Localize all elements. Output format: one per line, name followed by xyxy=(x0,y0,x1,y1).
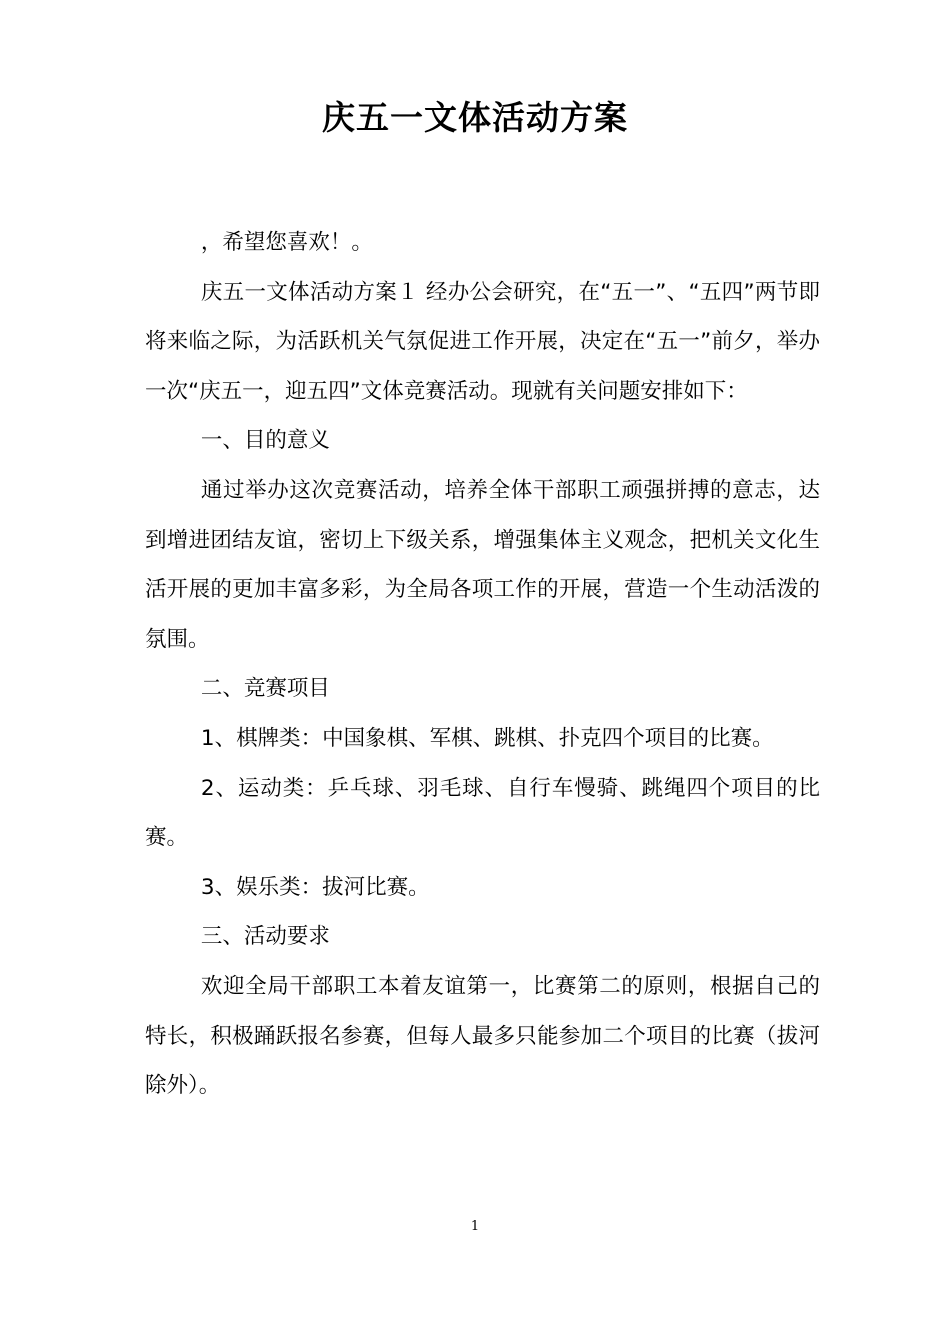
section-heading-events: 二、竞赛项目 xyxy=(200,676,330,702)
list-item-entertainment: 3、娱乐类：拔河比赛。 xyxy=(200,874,430,900)
paragraph-greeting: ，希望您喜欢！。 xyxy=(200,230,373,255)
paragraph-purpose: 通过举办这次竞赛活动，培养全体干部职工顽强拼搏的意志，达到增进团结友谊，密切上下级关系，增强集体主义观念，把机关文化生活开展的更加丰富多彩，为全局各项工作的开展，营造一个生动活泼的氛围。 xyxy=(145,477,820,652)
document-body xyxy=(145,218,820,1111)
list-item-sports: 2、运动类：乒乓球、羽毛球、自行车慢骑、跳绳四个项目的比赛。 xyxy=(145,775,820,851)
document-title: 庆五一文体活动方案 xyxy=(322,98,628,137)
section-heading-requirements: 三、活动要求 xyxy=(200,924,330,950)
paragraph-intro: 庆五一文体活动方案１ 经办公会研究，在“五一”、“五四”两节即将来临之际，为活跃机关气氛促进工作开展，决定在“五一”前夕，举办一次“庆五一，迎五四”文体竞赛活动。现就有关问题安排如下： xyxy=(145,279,820,404)
paragraph-requirements: 欢迎全局干部职工本着友谊第一，比赛第二的原则，根据自己的特长，积极踊跃报名参赛，但每人最多只能参加二个项目的比赛（拔河除外）。 xyxy=(145,973,820,1099)
section-heading-purpose: 一、目的意义 xyxy=(200,428,330,454)
page-number: 1 xyxy=(470,1219,480,1234)
list-item-board-games: 1、棋牌类：中国象棋、军棋、跳棋、扑克四个项目的比赛。 xyxy=(200,725,774,751)
